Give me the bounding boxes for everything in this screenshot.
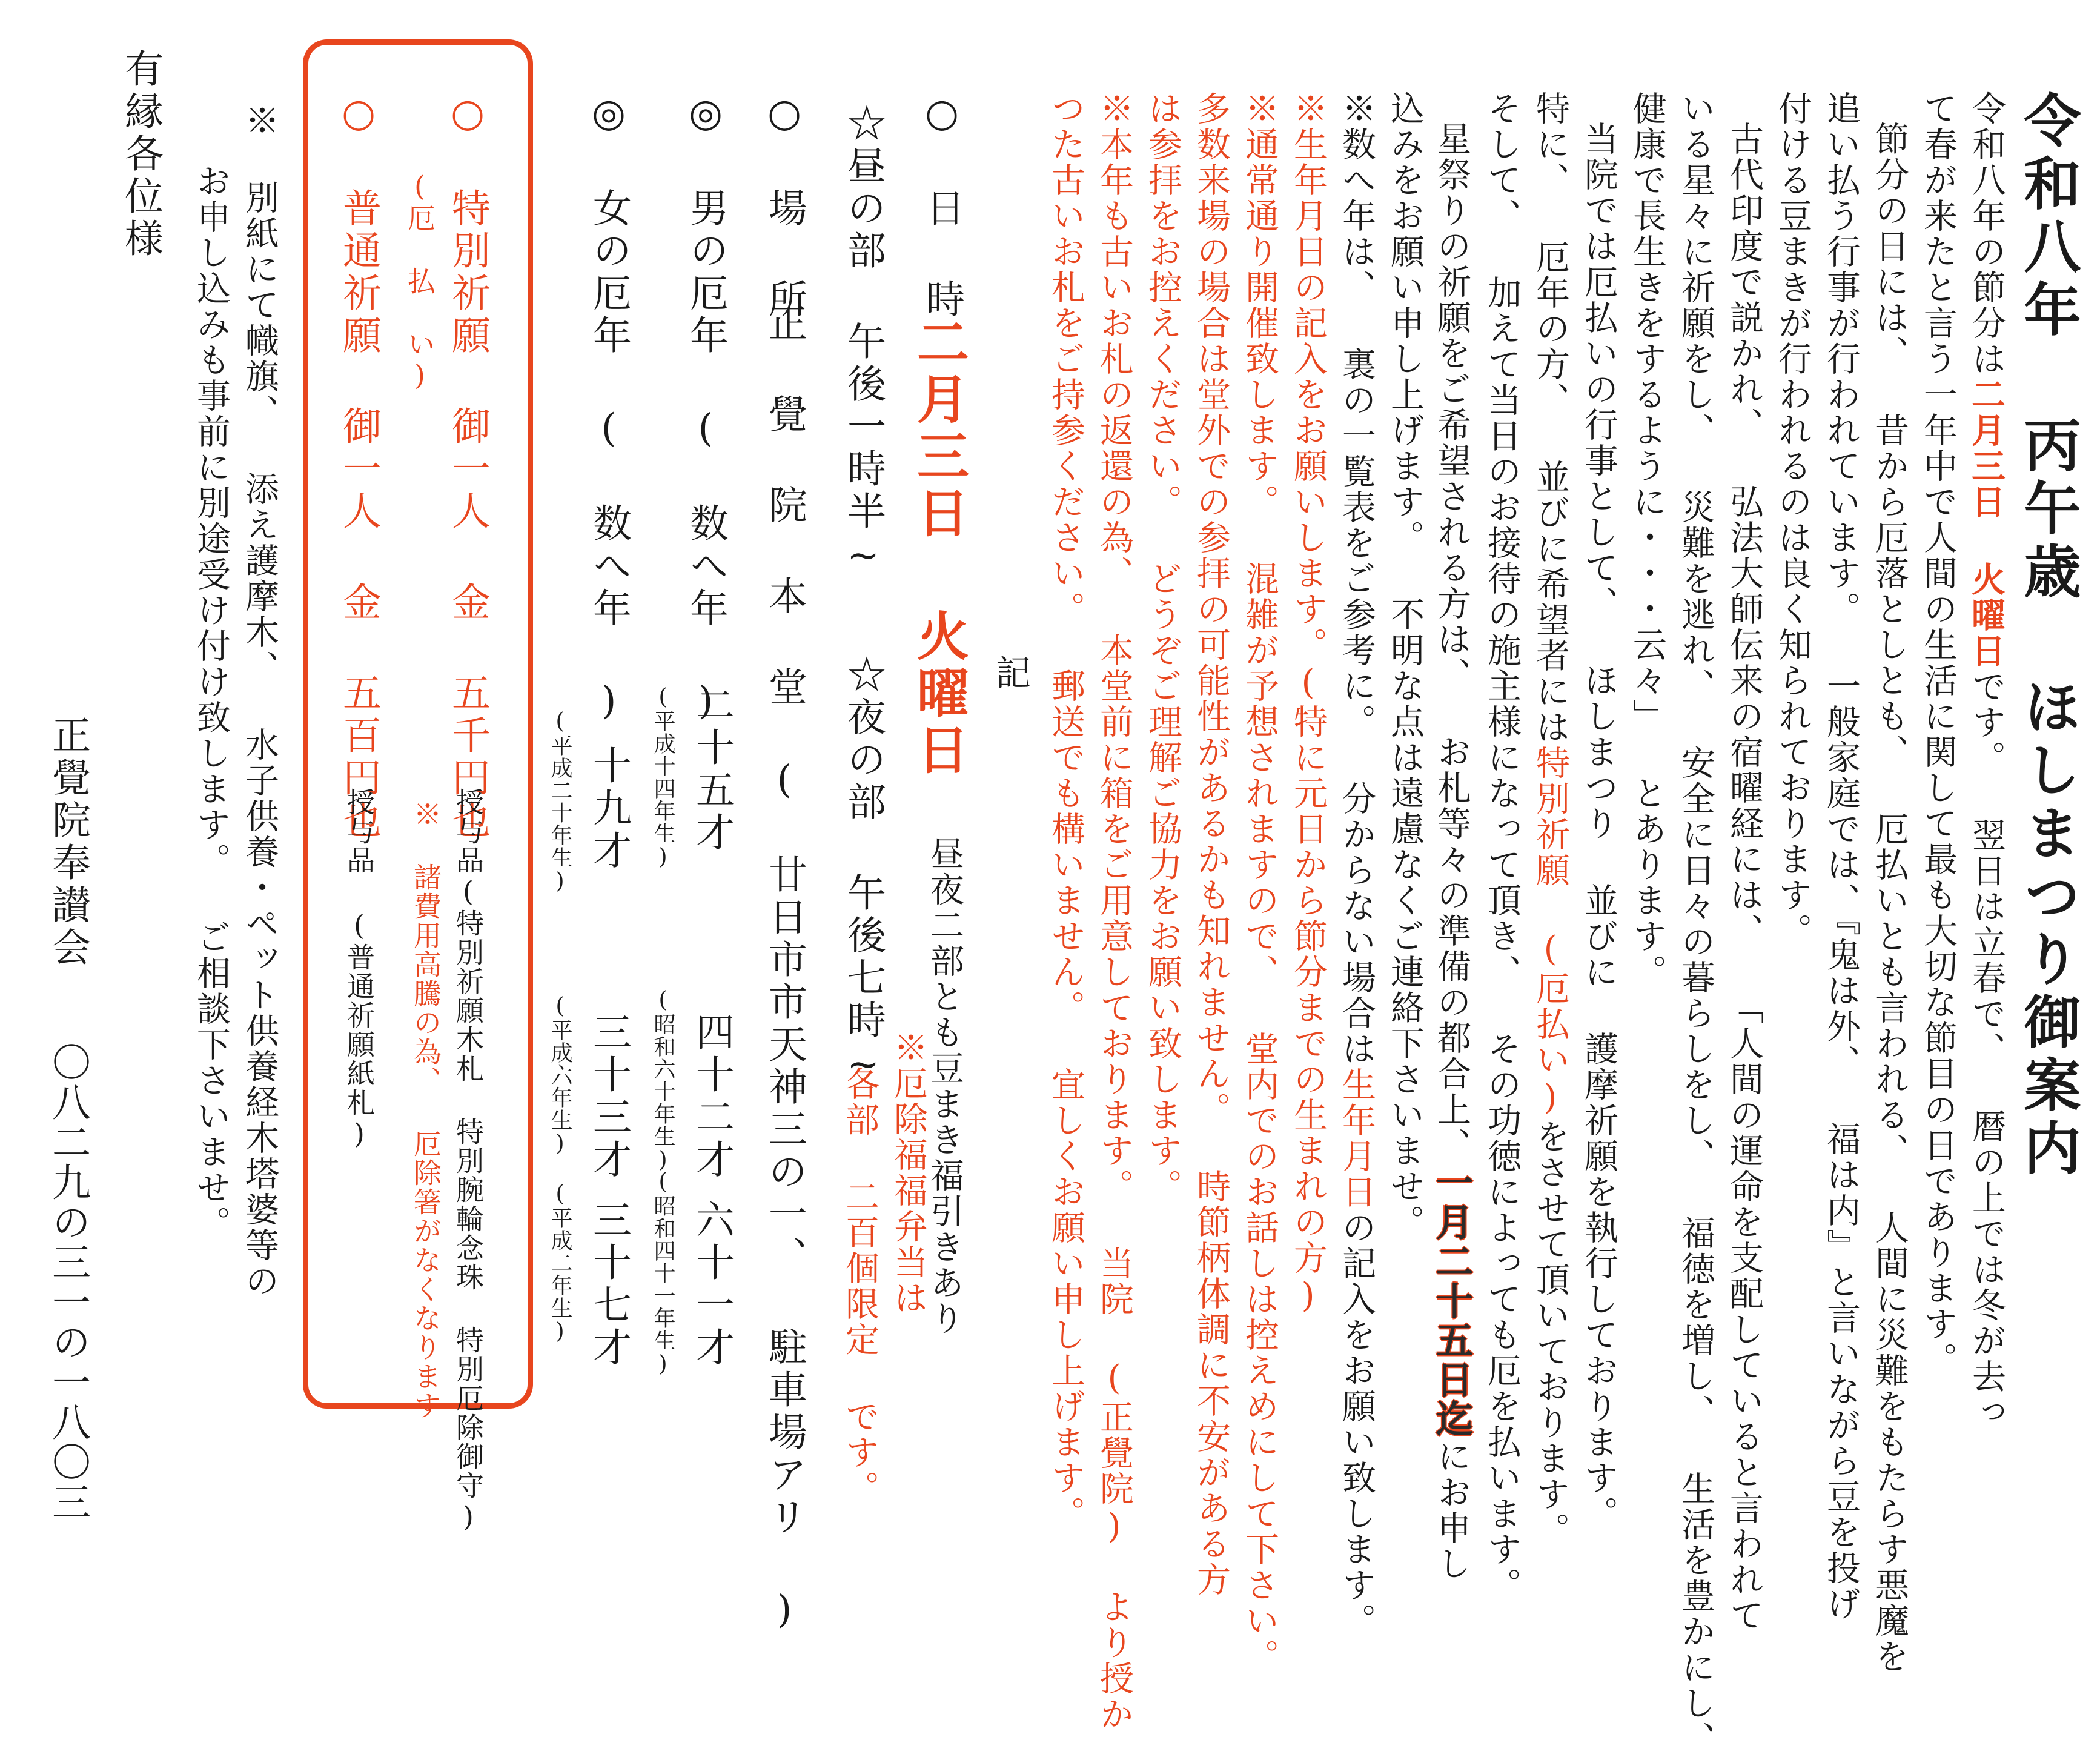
special-prayer-gift: 授与品(特別祈願木札 特別腕輪念珠 特別厄除御守) [452, 788, 485, 1534]
normal-prayer-gift: 授与品 (普通祈願紙札) [343, 788, 376, 1151]
extra-note: ※ 別紙にて幟旗、 添え護摩木、 水子供養・ペット供養経木塔婆等の [240, 103, 279, 1299]
day-session: ☆昼の部 午後一時半~ [841, 103, 886, 582]
women-yakudoshi-label: ◎ 女の厄年 ( 数へ年 ) [586, 91, 631, 727]
era-item: (昭和四十一年生) [651, 1169, 675, 1377]
special-prayer-sub: (厄 払 い) [403, 170, 436, 393]
text-run: ※数へ年は、 裏の一覧表をご参考に。 分からない場合は [1337, 91, 1376, 1067]
phone-number: 〇八二九の三一の一八〇三 [45, 1042, 90, 1522]
age-item: 十九才 [586, 745, 631, 872]
extra-note: お申し込みも事前に別途受け付け致します。 ご相談下さいませ。 [191, 164, 231, 1241]
paragraph-line: 節分の日には、 昔から厄落としとも、 厄払いとも言われる、 人間に災難をもたらす悪魔を [1870, 121, 1909, 1675]
page-title: 令和八年 丙午歳 ほしまつり御案内 [2014, 91, 2081, 1181]
special-prayer-title: ○ 特別祈願 御一人 金 五千円也 [445, 91, 490, 842]
paragraph-line: 追い払う行事が行われています。 一般家庭では、『鬼は外、 福は内』と言いながら豆を投げ [1821, 91, 1861, 1622]
text-run: をさせて頂いております。 [1531, 1119, 1570, 1548]
highlight-special-prayer: 特別祈願 (厄払い) [1531, 745, 1570, 1119]
bento-note: 各部 二百個限定 です。 [840, 1066, 879, 1506]
age-item: 三十三才 [586, 1012, 631, 1181]
age-item: 四十二才 [689, 1012, 734, 1181]
text-run: 令和八年の節分は [1967, 91, 2006, 377]
era-item: (平成六年生) [548, 994, 572, 1157]
paragraph-line: 健康で長生きをするように・・・云々」 とあります。 [1628, 91, 1667, 990]
note-line [1337, 91, 1376, 1639]
era-item: (平成十四年生) [651, 685, 675, 870]
era-item: (昭和六十年生) [651, 988, 675, 1173]
note-line: ※生年月日の記入をお願いします。(特に元日から節分までの生まれの方) [1288, 91, 1328, 1317]
deadline-stamp: 一月二十五日迄 [1429, 1163, 1474, 1439]
bento-note: ※厄除福福弁当は [889, 1030, 928, 1316]
note-line: ※通常通り開催致します。 混雑が予想されますので、 堂内でのお話しは控えめにして下さい。 [1240, 91, 1279, 1675]
age-item: 二十五才 [689, 685, 734, 854]
text-run: です。 翌日は立春で、 暦の上では冬が去っ [1967, 669, 2006, 1430]
age-item: 三十七才 [586, 1200, 631, 1369]
place-value: 正 覺 院 本 堂 ( 廿日市市天神三の一、 駐車場アリ ) [762, 303, 807, 1636]
note-line: は参拝をお控えください。 どうぞご理解ご協力をお願い致します。 [1143, 91, 1182, 1204]
men-yakudoshi-label: ◎ 男の厄年 ( 数へ年 ) [683, 91, 728, 727]
night-session: ☆夜の部 午後七時~ [841, 654, 886, 1091]
date-note: 昼夜二部とも豆まき福引きあり [925, 836, 964, 1337]
paragraph-line: 当院では厄払いの行事として、 ほしまつり 並びに 護摩祈願を執行しております。 [1579, 121, 1618, 1532]
text-run: の記入をお願い致します。 [1337, 1210, 1376, 1639]
paragraph-line: そして、 加えて当日のお接待の施主様になって頂き、 その功徳によっても厄を払います。 [1482, 91, 1522, 1603]
paragraph-line: 込みをお願い申し上げます。 不明な点は遠慮なくご連絡下さいませ。 [1385, 91, 1425, 1240]
ki-marker: 記 [990, 654, 1031, 691]
paragraph-line: 付ける豆まきが行われるのは良く知られております。 [1773, 91, 1812, 949]
note-line: 多数来場の場合は堂外での参拝の可能性があるかも知れません。 時節柄体調に不安がある方 [1191, 91, 1231, 1598]
paragraph-line [1531, 91, 1570, 1548]
paragraph-line [1966, 91, 2006, 1430]
date-label: ○ 日 時 [919, 91, 964, 321]
text-run: 特に、 厄年の方、 並びに希望者には [1531, 91, 1570, 745]
era-item: (平成二十年生) [548, 709, 572, 894]
note-line: つた古いお札をご持参ください。 郵送でも構いません。 宜しくお願い申し上げます。 [1046, 91, 1085, 1532]
paragraph-line: 古代印度で説かれ、 弘法大師伝来の宿曜経には、 「人間の運命を支配していると言われて [1724, 121, 1764, 1633]
era-item: (平成二年生) [548, 1181, 572, 1344]
paragraph-line: いる星々に祈願をし、 災難を逃れ、 安全に日々の暮らしをし、 福徳を増し、 生活を豊かにし、 [1676, 91, 1715, 1757]
paragraph-line [1429, 121, 1474, 1582]
normal-prayer-title: ○ 普通祈願 御一人 金 五百円也 [336, 91, 381, 842]
place-label: ○ 場 所 [762, 91, 807, 321]
text-run: にお申し [1432, 1439, 1471, 1582]
text-run: 星祭りの祈願をご希望される方は、 お札等々の準備の都合上、 [1432, 121, 1471, 1163]
age-item: 六十一才 [689, 1200, 734, 1369]
special-prayer-note: ※ 諸費用高騰の為、 厄除箸がなくなります [409, 800, 442, 1420]
paragraph-line: て春が来たと言う一年中で人間の生活に関して最も大切な節目の日であります。 [1918, 91, 1958, 1378]
note-line: ※本年も古いお札の返還の為、 本堂前に箱をご用意しております。 当院 (正覺院) より授か [1095, 91, 1134, 1732]
organization: 正覺院奉讃会 [45, 715, 90, 969]
highlight-birthdate: 生年月日 [1337, 1067, 1376, 1210]
date-value: 二月三日 火曜日 [908, 315, 969, 780]
addressee: 有縁各位様 [118, 48, 163, 261]
highlight-date: 二月三日 火曜日 [1966, 377, 2006, 669]
